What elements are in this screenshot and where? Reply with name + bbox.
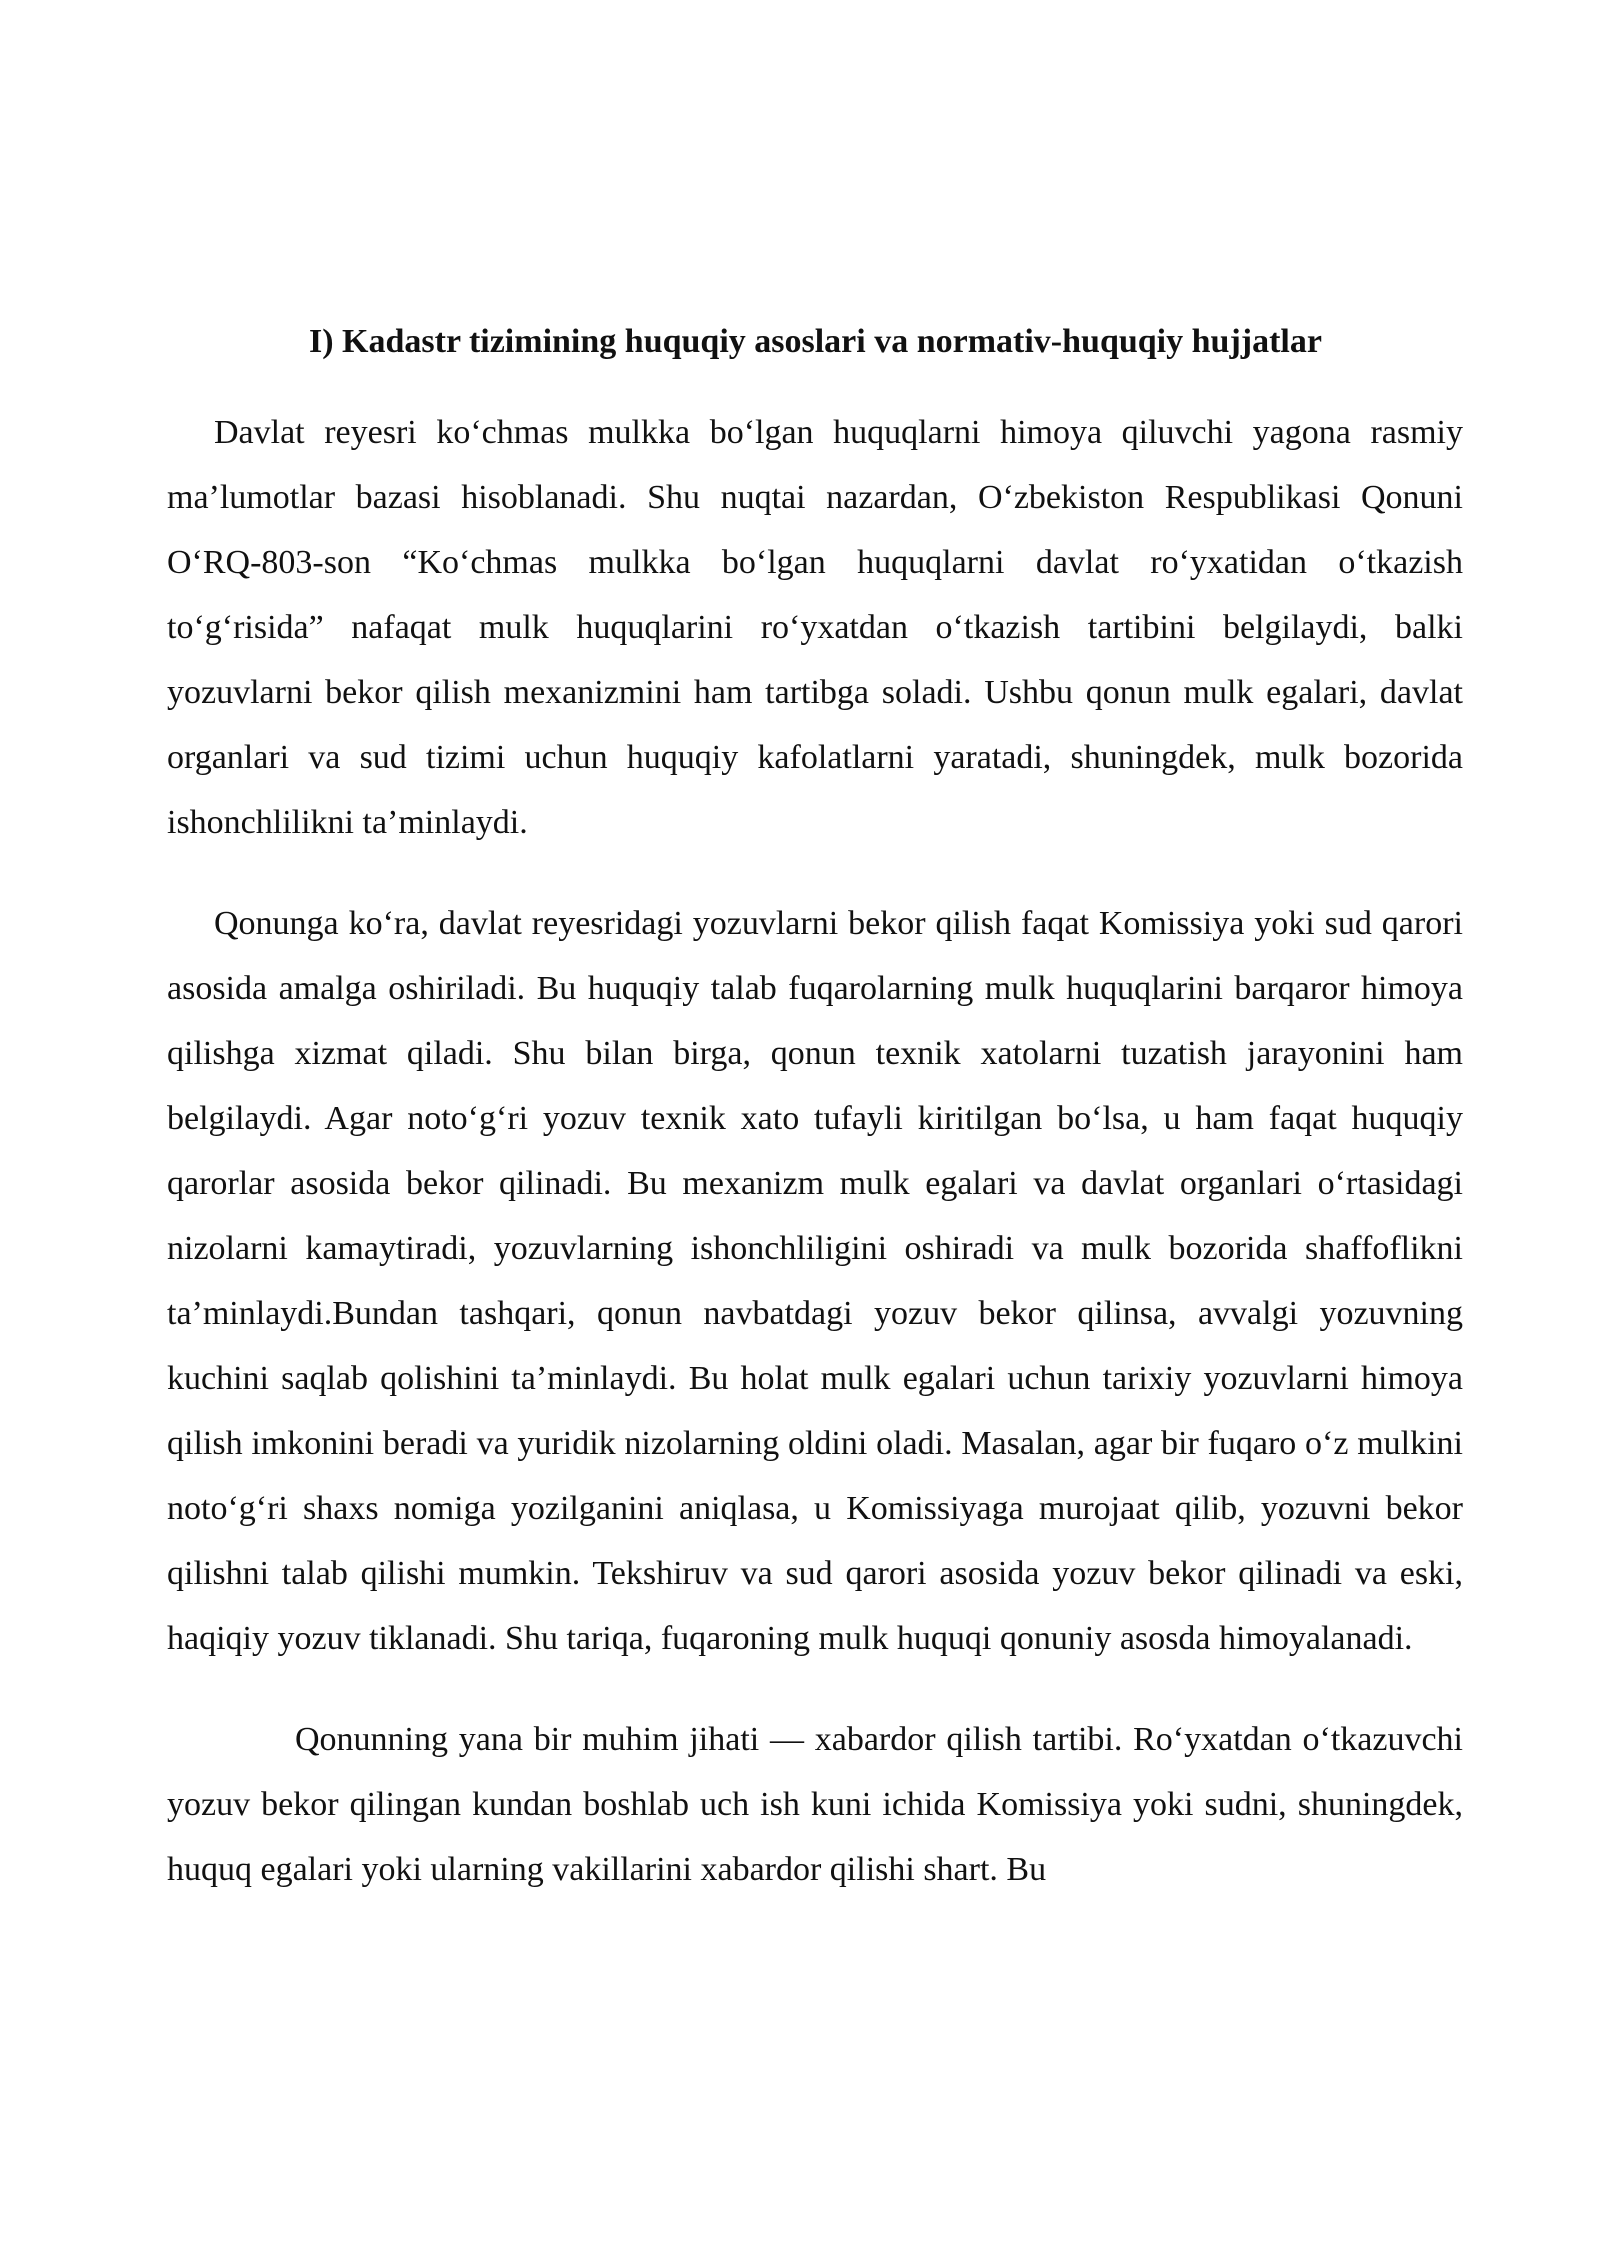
paragraph-1: Davlat reyesri ko‘chmas mulkka bo‘lgan huquqlarni himoya qiluvchi yagona rasmiy ma’lumotlar bazasi hisoblanadi. Shu nuqtai nazardan, O‘zbekiston Respublikasi Qonuni O‘RQ-803-son “Ko‘chmas mulkka bo‘lgan huquqlarni davlat ro‘yxatidan o‘tkazish to‘g‘risida” nafaqat mulk huquqlarini ro‘yxatdan o‘tkazish tartibini belgilaydi, balki yozuvlarni bekor qilish mexanizmini ham tartibga soladi. Ushbu qonun mulk egalari, davlat organlari va sud tizimi uchun huquqiy kafolatlarni yaratadi, shuningdek, mulk bozorida ishonchlilikni ta’minlaydi. (167, 414, 1463, 841)
paragraph-2: Qonunga ko‘ra, davlat reyesridagi yozuvlarni bekor qilish faqat Komissiya yoki sud qarori asosida amalga oshiriladi. Bu huquqiy talab fuqarolarning mulk huquqlarini barqaror himoya qilishga xizmat qiladi. Shu bilan birga, qonun texnik xatolarni tuzatish jarayonini ham belgilaydi. Agar noto‘g‘ri yozuv texnik xato tufayli kiritilgan bo‘lsa, u ham faqat huquqiy qarorlar asosida bekor qilinadi. Bu mexanizm mulk egalari va davlat organlari o‘rtasidagi nizolarni kamaytiradi, yozuvlarning ishonchliligini oshiradi va mulk bozorida shaffoflikni ta’minlaydi.Bundan tashqari, qonun navbatdagi yozuv bekor qilinsa, avvalgi yozuvning kuchini saqlab qolishini ta’minlaydi. Bu holat mulk egalari uchun tarixiy yozuvlarni himoya qilish imkonini beradi va yuridik nizolarning oldini oladi. Masalan, agar bir fuqaro o‘z mulkini noto‘g‘ri shaxs nomiga yozilganini aniqlasa, u Komissiyaga murojaat qilib, yozuvni bekor qilishni talab qilishi mumkin. Tekshiruv va sud qarori asosida yozuv bekor qilinadi va eski, haqiqiy yozuv tiklanadi. Shu tariqa, fuqaroning mulk huquqi qonuniy asosda himoyalanadi. (167, 905, 1463, 1657)
document-body (167, 318, 1463, 1938)
section-heading: I) Kadastr tizimining huquqiy asoslari va normativ-huquqiy hujjatlar (309, 323, 1322, 360)
paragraph-3: Qonunning yana bir muhim jihati — xabardor qilish tartibi. Ro‘yxatdan o‘tkazuvchi yozuv bekor qilingan kundan boshlab uch ish kuni ichida Komissiya yoki sudni, shuningdek, huquq egalari yoki ularning vakillarini xabardor qilishi shart. Bu (167, 1721, 1463, 1888)
